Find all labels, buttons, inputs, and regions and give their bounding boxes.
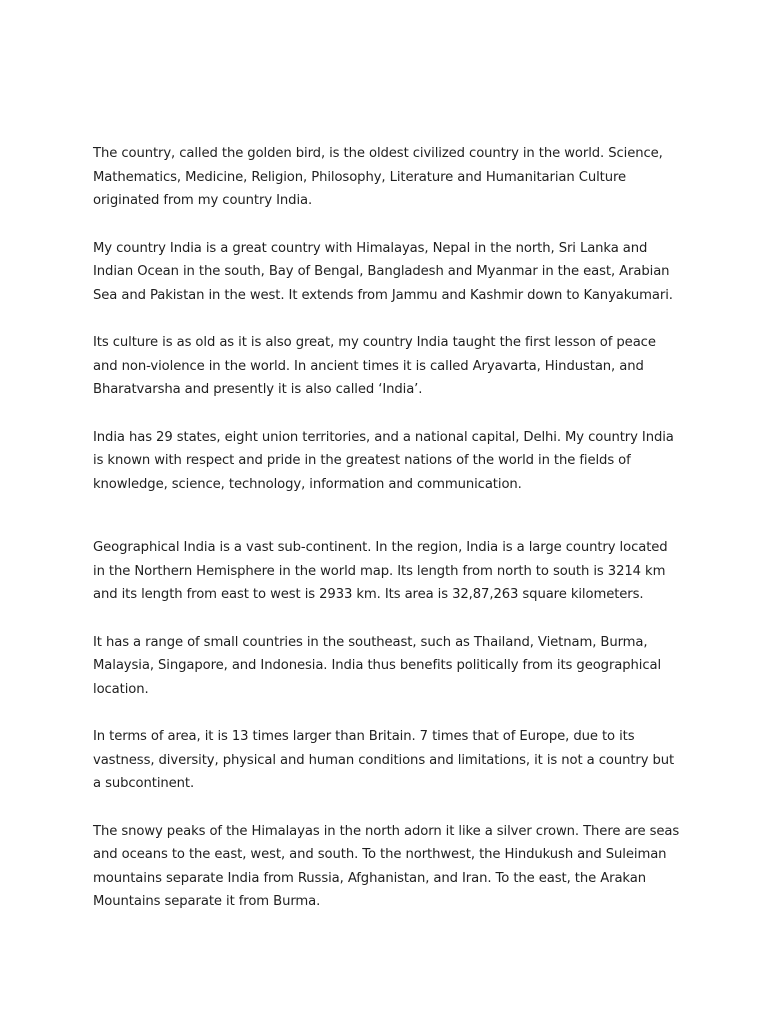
document-body [93,142,683,938]
paragraph-himalayas: The snowy peaks of the Himalayas in the north adorn it like a silver crown. There are seas and oceans to the east, west, and south. To the northwest, the Hindukush and Suleiman mountains separate India from Russia, Afghanistan, and Iran. To the east, the Arakan Mountains separate it from Burma. [93,823,680,909]
paragraph-states: India has 29 states, eight union territories, and a national capital, Delhi. My country India is known with respect and pride in the greatest nations of the world in the fields of knowledge, science, technology, information and communication. [93,429,674,492]
paragraph-culture: Its culture is as old as it is also great, my country India taught the first lesson of peace and non-violence in the world. In ancient times it is called Aryavarta, Hindustan, and Bharatvarsha and presently it is also called ‘India’. [93,335,656,397]
paragraph-borders: My country India is a great country with Himalayas, Nepal in the north, Sri Lanka and Indian Ocean in the south, Bay of Bengal, Bangladesh and Myanmar in the east, Arabian Sea and Pakistan in the west. It extends from Jammu and Kashmir down to Kanyakumari. [93,240,673,303]
paragraph-neighbors: It has a range of small countries in the southeast, such as Thailand, Vietnam, Burma, Malaysia, Singapore, and Indonesia. India thus benefits politically from its geographical location. [93,634,662,697]
paragraph-area: In terms of area, it is 13 times larger than Britain. 7 times that of Europe, due to its vastness, diversity, physical and human conditions and limitations, it is not a country but a subcontinent. [93,729,675,791]
paragraph-golden-bird: The country, called the golden bird, is the oldest civilized country in the world. Science, Mathematics, Medicine, Religion, Philosophy, Literature and Humanitarian Culture originated from my country India. [93,146,663,208]
paragraph-geography: Geographical India is a vast sub-continent. In the region, India is a large country located in the Northern Hemisphere in the world map. Its length from north to south is 3214 km and its length from east to west is 2933 km. Its area is 32,87,263 square kilometers. [93,540,668,602]
